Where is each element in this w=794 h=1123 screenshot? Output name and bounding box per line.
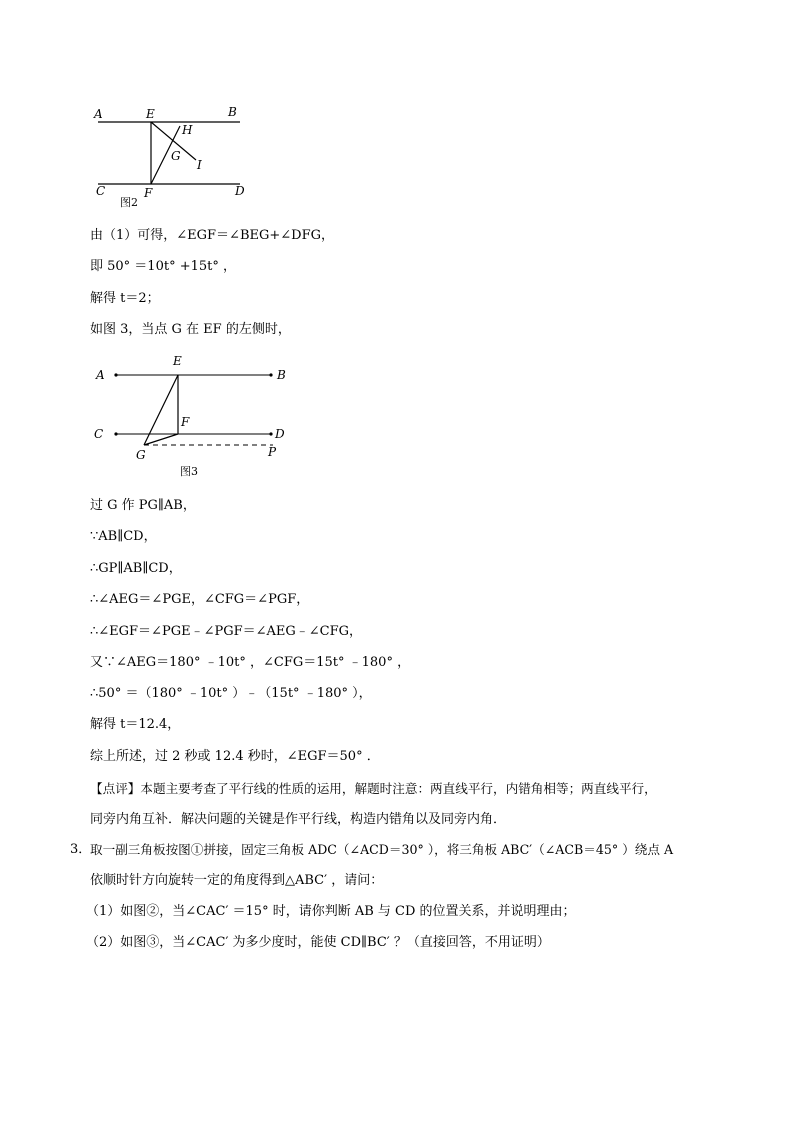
text-line-6: ∵AB∥CD， — [90, 529, 157, 544]
label-a: A — [96, 368, 105, 382]
label-p: P — [268, 445, 277, 459]
text-line-8: ∴∠AEG＝∠PGE，∠CFG＝∠PGF， — [90, 592, 310, 607]
label-h: H — [182, 123, 193, 137]
endpoint-b — [269, 373, 272, 376]
question-3-sub-1: （1）如图②，当∠CAC′ ＝15° 时，请你判断 AB 与 CD 的位置关系，并说明理由； — [86, 904, 576, 919]
label-d: D — [275, 427, 285, 441]
text-line-4: 如图 3，当点 G 在 EF 的左侧时， — [90, 322, 291, 337]
label-a: A — [94, 107, 103, 121]
comment-line-2: 同旁内角互补．解决问题的关键是作平行线，构造内错角以及同旁内角． — [90, 812, 507, 827]
text-line-12: 解得 t＝12.4， — [90, 717, 181, 732]
label-b: B — [277, 368, 286, 382]
text-line-1: 由（1）可得，∠EGF＝∠BEG+∠DFG， — [90, 228, 334, 243]
comment-line-1: 【点评】本题主要考查了平行线的性质的运用，解题时注意：两直线平行，内错角相等；两直线平行， — [90, 781, 657, 796]
figure-3-caption: 图3 — [180, 465, 198, 478]
label-c: C — [94, 427, 104, 441]
figure-2 — [88, 100, 263, 212]
endpoint-d — [269, 432, 272, 435]
figure-3 — [88, 348, 298, 480]
text-line-2: 即 50° ＝10t° +15t° ， — [90, 259, 236, 274]
question-3-line-2: 依顺时针方向旋转一定的角度得到△ABC′ ，请问： — [90, 873, 384, 888]
label-b: B — [228, 105, 237, 119]
label-d: D — [235, 184, 245, 198]
text-line-10: 又∵∠AEG＝180° ﹣10t° ，∠CFG＝15t° ﹣180° ， — [90, 655, 411, 670]
text-line-7: ∴GP∥AB∥CD， — [90, 561, 182, 576]
label-f: F — [181, 415, 190, 429]
text-line-13: 综上所述，过 2 秒或 12.4 秒时，∠EGF＝50° ． — [90, 749, 380, 764]
figure-2-caption: 图2 — [120, 196, 138, 209]
label-i: I — [197, 158, 202, 172]
label-e: E — [146, 107, 155, 121]
question-3-number: 3． — [70, 842, 92, 857]
question-3-line-1: 取一副三角板按图①拼接，固定三角板 ADC（∠ACD＝30° ），将三角板 ABC′（∠ACB＝45° ）绕点 A — [90, 842, 674, 857]
endpoint-c — [114, 432, 117, 435]
endpoint-a — [114, 373, 117, 376]
text-line-3: 解得 t＝2； — [90, 291, 160, 306]
text-line-11: ∴50° ＝（180° ﹣10t° ）﹣（15t° ﹣180° ）， — [90, 686, 372, 701]
question-3-sub-2: （2）如图③，当∠CAC′ 为多少度时，能使 CD∥BC′ ？（直接回答，不用证明） — [86, 935, 550, 950]
label-g: G — [171, 149, 181, 163]
label-e: E — [173, 354, 182, 368]
text-line-9: ∴∠EGF＝∠PGE﹣∠PGF＝∠AEG﹣∠CFG， — [90, 624, 363, 639]
text-line-5: 过 G 作 PG∥AB， — [90, 498, 196, 513]
label-f: F — [144, 186, 153, 200]
label-g: G — [136, 448, 146, 462]
label-c: C — [96, 184, 106, 198]
